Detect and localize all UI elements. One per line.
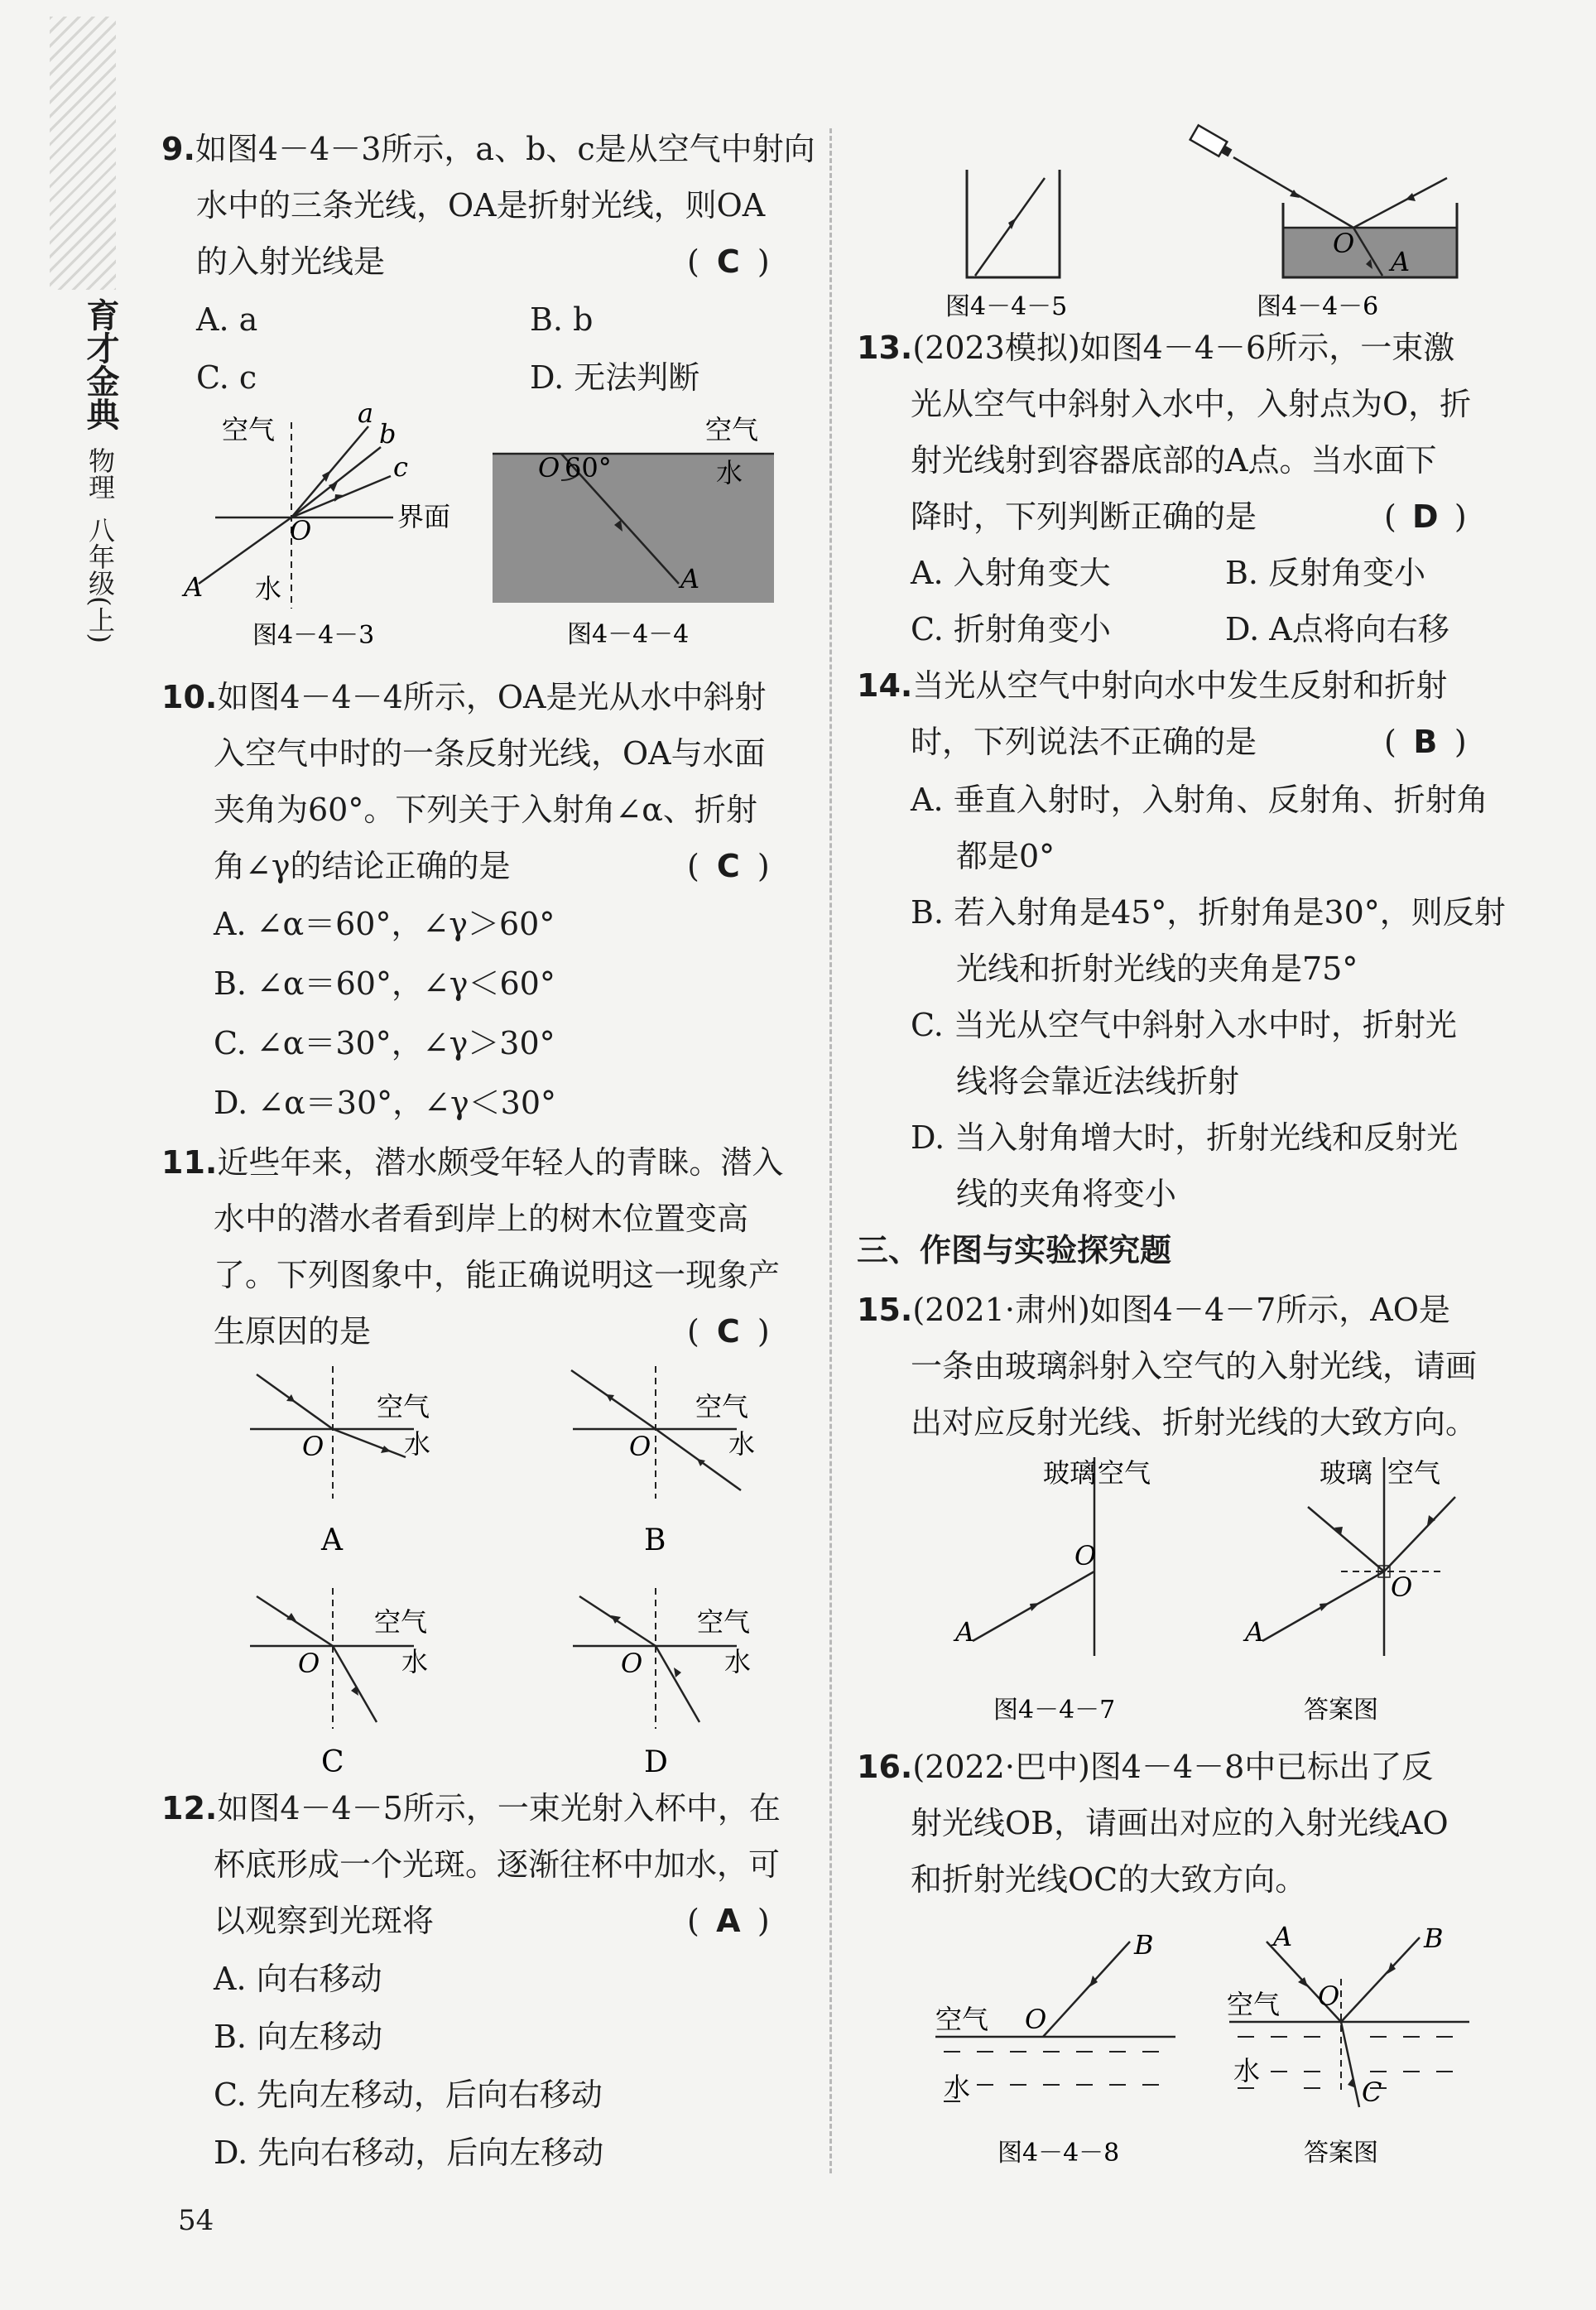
q10-option-c: C. ∠α＝30°，∠γ＞30° [214,1025,555,1061]
q11b-point-O: O [629,1431,651,1462]
q14-line-2: 时，下列说法不正确的是 [911,724,1257,760]
fig444-point-A: A [680,563,700,594]
q9-line-1: 9.如图4－4－3所示，a、b、c是从空气中射向 [161,131,815,167]
q13-answer: ( D ) [1384,498,1467,535]
fig443-caption: 图4－4－3 [252,621,375,650]
q10-line-4: 角∠γ的结论正确的是 [214,848,511,884]
page-number: 54 [178,2204,214,2237]
q11-number: 11. [161,1144,218,1181]
fig448-water-label: 水 [944,2072,971,2103]
fig448a-point-C: C [1362,2077,1382,2108]
q10-option-a: A. ∠α＝60°，∠γ＞60° [214,906,555,942]
q13-option-c: C. 折射角变小 [911,611,1111,647]
q13-line-1: 13.(2023模拟)如图4－4－6所示，一束激 [857,330,1455,366]
q12-line-1: 12.如图4－4－5所示，一束光射入杯中，在 [161,1790,781,1826]
fig447a-point-A: A [1245,1616,1265,1648]
q9-number: 9. [161,131,195,167]
q9-option-a: A. a [196,301,258,338]
sidebar [79,298,121,643]
fig443-point-O: O [290,515,312,546]
q11a-label: A [321,1523,343,1557]
q15-line-1: 15.(2021·肃州)如图4－4－7所示，AO是 [857,1292,1450,1328]
fig444-air-label: 空气 [705,414,759,445]
q10-number: 10. [161,679,218,715]
q11c-label: C [321,1745,344,1779]
q11a-water: 水 [404,1428,431,1460]
q11-line-2: 水中的潜水者看到岸上的树木位置变高 [214,1201,749,1237]
fig443-point-A: A [184,571,204,603]
q9-line-3: 的入射光线是 [196,243,386,280]
q11d-air: 空气 [697,1606,751,1638]
q16-line-1: 16.(2022·巴中)图4－4－8中已标出了反 [857,1749,1434,1785]
fig443-air-label: 空气 [222,414,276,445]
figure-4-4-5 [944,161,1109,327]
q11a-point-O: O [302,1431,324,1462]
q15-number: 15. [857,1292,913,1328]
q9-line-2: 水中的三条光线，OA是折射光线，则OA [196,187,766,224]
q13-number: 13. [857,330,913,366]
fig448a-air-label: 空气 [1227,1989,1281,2020]
figure-4-4-3 [166,397,480,654]
q9-option-d: D. 无法判断 [530,359,700,396]
q11-line-4: 生原因的是 [214,1313,372,1350]
fig447-glass-label: 玻璃 [1043,1457,1097,1489]
figure-4-4-8 [927,1921,1200,2169]
q13-option-d: D. A点将向右移 [1225,611,1449,647]
q15-line-3: 出对应反射光线、折射光线的大致方向。 [911,1404,1478,1441]
q14-answer: ( B ) [1384,724,1467,760]
fig448-air-label: 空气 [935,2004,989,2035]
fig445-caption: 图4－4－5 [945,292,1068,321]
fig446-caption: 图4－4－6 [1257,292,1379,321]
fig444-point-O: O [538,452,560,484]
q14-option-d-line-1: D. 当入射角增大时，折射光线和反射光 [911,1119,1459,1156]
q14-option-a-line-2: 都是0° [956,838,1055,874]
grade-label: 八年级(上) [84,517,116,643]
q10-option-d: D. ∠α＝30°，∠γ＜30° [214,1085,557,1121]
q9-option-c: C. c [196,359,257,396]
q11-diagram-d [563,1588,811,1787]
figure-4-4-8-answer [1225,1921,1490,2169]
q14-option-c-line-2: 线将会靠近法线折射 [956,1063,1240,1100]
q12-option-a: A. 向右移动 [214,1961,382,1997]
subject-label: 物理 [84,447,116,500]
q10-option-b: B. ∠α＝60°，∠γ＜60° [214,965,555,1002]
figure-4-4-6 [1184,120,1498,327]
fig447a-air-label: 空气 [1387,1457,1441,1489]
fig447-point-A: A [955,1616,975,1648]
figure-4-4-7-answer [1233,1457,1482,1730]
q14-number: 14. [857,667,913,704]
q15-line-2: 一条由玻璃斜射入空气的入射光线，请画 [911,1348,1478,1384]
fig448a-point-B: B [1424,1923,1444,1954]
fig447-point-O: O [1074,1540,1097,1571]
q11b-label: B [644,1523,666,1557]
figure-4-4-7 [952,1457,1200,1730]
q13-line-3: 射光线射到容器底部的A点。当水面下 [911,442,1437,479]
q11-diagram-b [563,1366,811,1565]
fig443-ray-b: b [379,418,397,450]
q11a-air: 空气 [377,1391,430,1422]
decorative-stripes [50,17,116,290]
fig447-caption: 图4－4－7 [993,1696,1116,1725]
q11-line-3: 了。下列图象中，能正确说明这一现象产 [214,1257,781,1293]
q10-line-2: 入空气中时的一条反射光线，OA与水面 [214,735,766,772]
fig444-water-label: 水 [716,457,743,488]
fig448-caption: 图4－4－8 [997,2139,1120,2168]
section-3-title: 三、作图与实验探究题 [857,1232,1172,1268]
fig448a-water-label: 水 [1233,2055,1261,2086]
q16-line-3: 和折射光线OC的大致方向。 [911,1861,1307,1898]
q11d-point-O: O [621,1648,643,1679]
q11b-water: 水 [728,1428,756,1460]
fig443-ray-a: a [358,397,374,429]
q14-option-b-line-2: 光线和折射光线的夹角是75° [956,950,1358,987]
fig448a-point-O: O [1318,1980,1340,2012]
q12-line-2: 杯底形成一个光斑。逐渐往杯中加水，可 [214,1846,781,1883]
q12-answer: ( A ) [687,1903,770,1939]
q12-option-b: B. 向左移动 [214,2019,383,2055]
fig448a-point-A: A [1273,1921,1293,1952]
q13-line-2: 光从空气中斜射入水中，入射点为O，折 [911,386,1472,422]
q11c-water: 水 [401,1646,429,1677]
q9-option-b: B. b [530,301,594,338]
q11d-label: D [644,1745,668,1779]
q13-option-a: A. 入射角变大 [911,555,1111,591]
fig448a-caption: 答案图 [1304,2139,1378,2168]
fig444-angle: 60° [565,452,612,484]
q11d-water: 水 [724,1646,752,1677]
fig444-caption: 图4－4－4 [567,620,690,649]
q11-answer: ( C ) [687,1313,770,1350]
fig447a-glass-label: 玻璃 [1320,1457,1373,1489]
q11-line-1: 11.近些年来，潜水颇受年轻人的青睐。潜入 [161,1144,784,1181]
fig443-ray-c: c [393,451,408,483]
q14-option-d-line-2: 线的夹角将变小 [956,1176,1177,1212]
q12-number: 12. [161,1790,218,1826]
q11-diagram-a [240,1366,488,1565]
q14-line-1: 14.当光从空气中射向水中发生反射和折射 [857,667,1448,704]
fig443-water-label: 水 [255,573,282,604]
q16-number: 16. [857,1749,913,1785]
q10-answer: ( C ) [687,848,770,884]
fig448-point-O: O [1025,2004,1047,2035]
figure-4-4-4 [488,414,786,654]
q12-line-3: 以观察到光斑将 [214,1903,435,1939]
q13-option-b: B. 反射角变小 [1225,555,1426,591]
q14-option-c-line-1: C. 当光从空气中斜射入水中时，折射光 [911,1007,1457,1043]
fig446-point-A: A [1391,246,1411,277]
fig443-interface-label: 界面 [397,501,451,532]
q16-line-2: 射光线OB，请画出对应的入射光线AO [911,1805,1449,1841]
q10-line-3: 夹角为60°。下列关于入射角∠α、折射 [214,792,757,828]
fig447a-point-O: O [1391,1571,1413,1603]
column-divider [829,128,832,2173]
q14-option-a-line-1: A. 垂直入射时，入射角、反射角、折射角 [911,782,1488,818]
q11-diagram-c [240,1588,488,1787]
fig447-air-label: 空气 [1098,1457,1151,1489]
q11b-air: 空气 [695,1391,749,1422]
fig446-point-O: O [1333,228,1355,259]
q11c-point-O: O [298,1648,320,1679]
fig447a-caption: 答案图 [1304,1696,1378,1725]
q9-answer: ( C ) [687,243,770,280]
q14-option-b-line-1: B. 若入射角是45°，折射角是30°，则反射 [911,894,1506,931]
brand-title: 育才金典 [81,298,120,431]
q12-option-d: D. 先向右移动，后向左移动 [214,2134,604,2171]
q12-option-c: C. 先向左移动，后向右移动 [214,2077,603,2113]
q11c-air: 空气 [374,1606,428,1638]
q13-line-4: 降时，下列判断正确的是 [911,498,1257,535]
fig448-point-B: B [1134,1929,1154,1961]
q10-line-1: 10.如图4－4－4所示，OA是光从水中斜射 [161,679,767,715]
